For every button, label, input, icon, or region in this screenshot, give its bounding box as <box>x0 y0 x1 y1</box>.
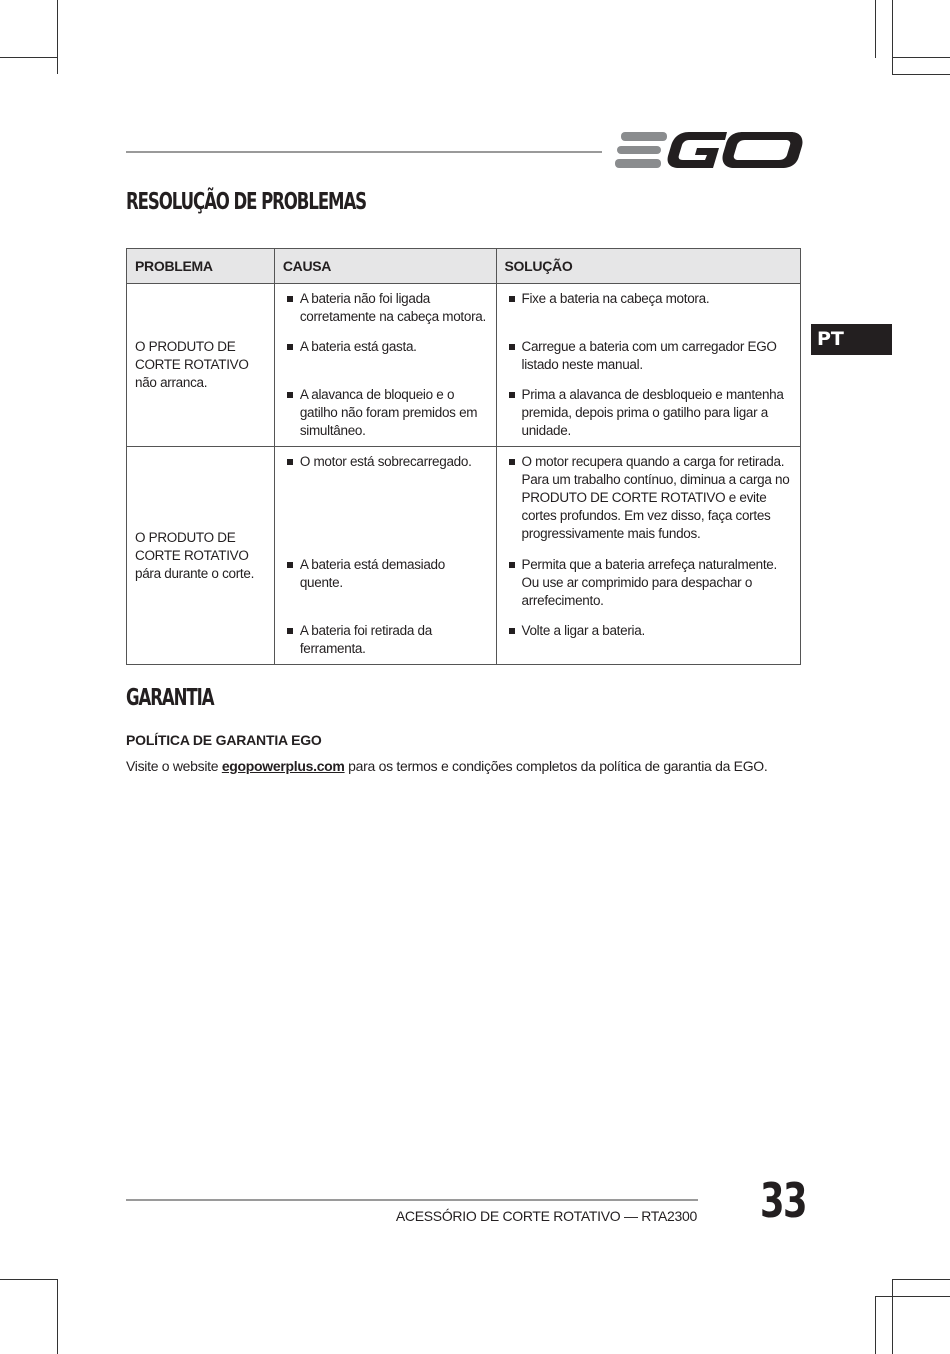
cause-item: A bateria está gasta. <box>283 338 488 386</box>
solution-item: Prima a alavanca de desbloqueio e mantenha premida, depois prima o gatilho para ligar a unidade. <box>505 386 792 440</box>
warranty-subtitle: POLÍTICA DE GARANTIA EGO <box>126 732 322 748</box>
warranty-text <box>126 758 767 774</box>
footer-rule <box>126 1199 698 1201</box>
crop-mark <box>892 1279 893 1354</box>
solution-item: Carregue a bateria com um carregador EGO listado neste manual. <box>505 338 792 386</box>
crop-mark <box>57 1279 58 1354</box>
solution-item: O motor recupera quando a carga for retirada. Para um trabalho contínuo, diminua a carga no PRODUTO DE CORTE ROTATIVO e evite cortes profundos. Em vez disso, faça cortes progressivamente mais fundos. <box>505 453 792 556</box>
cause-item: A alavanca de bloqueio e o gatilho não foram premidos em simultâneo. <box>283 386 488 440</box>
crop-mark <box>0 57 58 58</box>
cause-cell <box>274 284 496 447</box>
warranty-text-after: para os termos e condições completos da política de garantia da EGO. <box>344 758 768 774</box>
solution-cell <box>496 284 800 447</box>
crop-mark <box>892 1279 950 1280</box>
header-solution: SOLUÇÃO <box>496 249 800 284</box>
problem-cell: O PRODUTO DE CORTE ROTATIVO pára durante o corte. <box>127 447 275 665</box>
crop-mark <box>892 0 893 74</box>
troubleshooting-table <box>126 248 801 665</box>
header-problem: PROBLEMA <box>127 249 275 284</box>
cause-item: A bateria não foi ligada corretamente na cabeça motora. <box>283 290 488 338</box>
crop-mark <box>875 0 876 58</box>
solution-item: Volte a ligar a bateria. <box>505 622 792 640</box>
ego-logo <box>615 126 805 174</box>
solution-cell <box>496 447 800 665</box>
crop-mark <box>892 74 950 75</box>
cause-item: A bateria foi retirada da ferramenta. <box>283 622 488 658</box>
solution-item: Permita que a bateria arrefeça naturalmente. Ou use ar comprimido para despachar o arrefecimento. <box>505 556 792 622</box>
crop-mark <box>57 0 58 74</box>
solution-item: Fixe a bateria na cabeça motora. <box>505 290 792 338</box>
warranty-text-before: Visite o website <box>126 758 222 774</box>
table-header-row <box>127 249 801 284</box>
footer-text: ACESSÓRIO DE CORTE ROTATIVO — RTA2300 <box>395 1208 697 1224</box>
table-row <box>127 447 801 665</box>
crop-mark <box>875 1296 876 1354</box>
warranty-link[interactable]: egopowerplus.com <box>221 758 345 774</box>
cause-item: O motor está sobrecarregado. <box>283 453 488 556</box>
page-number: 33 <box>760 1174 807 1229</box>
cause-item: A bateria está demasiado quente. <box>283 556 488 622</box>
problem-cell: O PRODUTO DE CORTE ROTATIVO não arranca. <box>127 284 275 447</box>
language-tab: PT <box>811 324 892 355</box>
warranty-title: GARANTIA <box>126 685 214 711</box>
cause-cell <box>274 447 496 665</box>
table-row <box>127 284 801 447</box>
troubleshooting-title: RESOLUÇÃO DE PROBLEMAS <box>126 189 367 215</box>
header-cause: CAUSA <box>274 249 496 284</box>
crop-mark <box>0 1279 58 1280</box>
crop-mark <box>892 57 950 58</box>
header-rule <box>126 151 602 153</box>
crop-mark <box>875 1296 950 1297</box>
